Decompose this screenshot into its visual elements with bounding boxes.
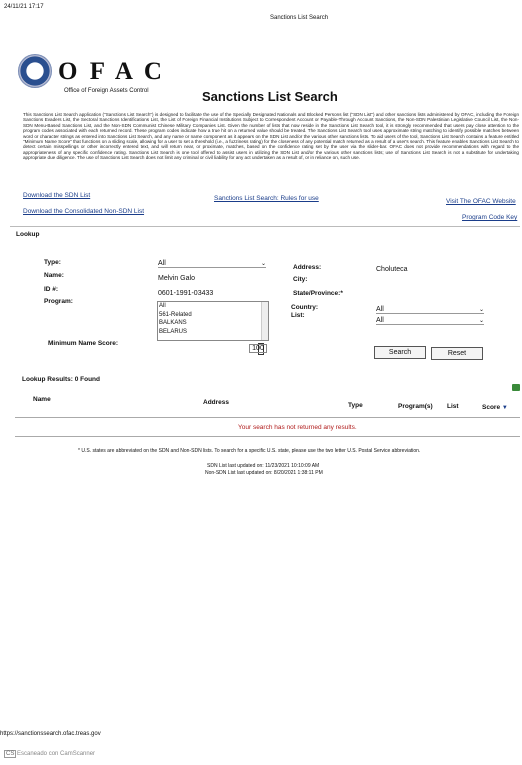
col-name[interactable]: Name <box>33 396 51 403</box>
page-url: https://sanctionssearch.ofac.treas.gov <box>0 731 101 737</box>
reset-button[interactable]: Reset <box>431 347 483 360</box>
print-page-title: Sanctions List Search <box>270 15 329 21</box>
country-label: Country: <box>291 304 319 311</box>
col-score[interactable] <box>482 404 508 411</box>
chevron-down-icon: ⌄ <box>478 307 484 313</box>
country-value: All <box>376 306 384 313</box>
col-type[interactable]: Type <box>348 402 363 409</box>
type-label: Type: <box>44 259 61 266</box>
list-label: List: <box>291 312 305 319</box>
rules-link[interactable]: Sanctions List Search: Rules for use <box>214 195 319 202</box>
program-option[interactable]: BALKANS <box>159 320 187 326</box>
col-programs[interactable]: Program(s) <box>398 403 433 410</box>
state-label: State/Province:* <box>293 290 343 297</box>
camscanner-text: Escaneado con CamScanner <box>17 751 96 757</box>
page-title: Sanctions List Search <box>202 89 338 104</box>
download-non-sdn-link[interactable]: Download the Consolidated Non-SDN List <box>23 208 145 215</box>
chevron-down-icon: ⌄ <box>260 261 266 267</box>
empty-results-message: Your search has not returned any results. <box>238 424 357 431</box>
program-option[interactable]: 561-Related <box>159 311 192 318</box>
min-score-input[interactable]: 100 <box>249 344 267 353</box>
program-listbox[interactable] <box>157 301 269 341</box>
col-address[interactable]: Address <box>203 399 230 406</box>
city-label: City: <box>293 276 308 283</box>
results-divider <box>15 417 520 418</box>
program-code-key-link[interactable]: Program Code Key <box>462 214 518 221</box>
program-scrollbar[interactable] <box>261 302 268 340</box>
address-input[interactable]: Choluteca <box>376 266 408 273</box>
search-button[interactable]: Search <box>374 346 426 359</box>
lookup-title: Lookup <box>16 231 40 238</box>
city-input[interactable] <box>376 279 484 287</box>
intro-paragraph: This Sanctions List Search application ("Sanctions List Search") is designed to facilitate the use of the Specially Designated Nationals and Blocked Persons list ("SDN List") and other sanctions lists administered by OFAC, including the Foreign Sanctions Evaders List, the Sectoral Sanctions Identifications List, the List of Foreign Financial Institutions Subject to Correspondent Account or Payable-Through Account Sanctions, the Non-SDN Palestinian Legislative Council List, the Non-SDN Menu-Based Sanctions List, and the Non-SDN Communist Chinese Military Companies List. Given the number of lists that now reside in the Sanctions List Search tool, it is strongly recommended that users pay close attention to the program codes associated with each returned record. These program codes indicate how a true hit on a returned value should be treated. The Sanctions List Search tool uses approximate string matching to identify possible matches between word or character strings as entered into Sanctions List Search, and any name or name component as it appears on the SDN List and/or the various other sanctions lists. To aid users of the tool, Sanctions List Search contains a feature entitled "Minimum Name Score" that functions on a sliding scale, allowing for a user to set a threshold (i.e., a fuzziness rating) for the closeness of any potential match returned as a result of a user's search. This feature enables Sanctions List Search to detect certain misspellings or other incorrectly entered text, and will return near, or proximate, matches, based on the confidence rating set by the user via the slider-bar. OFAC does not provide recommendations with regard to the appropriateness of any specific confidence rating. Sanctions List Search is one tool offered to assist users in utilizing the SDN List and/or the various other sanctions lists; use of Sanctions List Search is not a substitute for undertaking appropriate due diligence. The use of Sanctions List Search does not limit any criminal or civil liability for any act undertaken as a result of, or in reliance on, such use. <box>23 112 519 161</box>
list-select[interactable] <box>376 317 484 325</box>
non-sdn-update: Non-SDN List last updated on: 8/20/2021 1:38:11 PM <box>205 470 323 476</box>
download-sdn-link[interactable]: Download the SDN List <box>23 192 91 199</box>
type-value: All <box>158 260 166 267</box>
state-input[interactable] <box>376 292 484 300</box>
list-value: All <box>376 317 384 324</box>
sort-desc-icon: ▼ <box>501 405 508 411</box>
chevron-down-icon: ⌄ <box>478 318 484 324</box>
col-list[interactable]: List <box>447 403 459 410</box>
col-score-label: Score <box>482 404 501 411</box>
id-input[interactable]: 0601-1991-03433 <box>158 290 214 297</box>
results-bottom-divider <box>15 436 520 437</box>
treasury-seal-icon <box>18 54 52 88</box>
type-select[interactable] <box>158 260 266 268</box>
program-option[interactable]: BELARUS <box>159 328 188 335</box>
id-label: ID #: <box>44 286 59 293</box>
name-label: Name: <box>44 272 64 279</box>
sdn-update: SDN List last updated on: 11/23/2021 10:10:09 AM <box>207 463 320 469</box>
country-select[interactable] <box>376 306 484 314</box>
program-option[interactable]: All <box>159 303 166 309</box>
print-timestamp: 24/11/21 17:17 <box>4 4 44 10</box>
ofac-logo-text: O F A C <box>58 58 165 85</box>
min-score-label: Minimum Name Score: <box>48 340 119 347</box>
footnote: * U.S. states are abbreviated on the SDN and Non-SDN lists. To search for a specific U.S. state, please use the two letter U.S. Postal Service abbreviation. <box>78 448 421 454</box>
results-title: Lookup Results: 0 Found <box>22 376 100 383</box>
camscanner-badge: CS <box>6 751 15 757</box>
ofac-subtitle: Office of Foreign Assets Control <box>64 88 149 94</box>
address-label: Address: <box>293 264 322 271</box>
program-label: Program: <box>44 298 73 305</box>
export-excel-icon[interactable] <box>512 384 520 391</box>
name-input[interactable]: Melvin Galo <box>158 275 195 282</box>
visit-ofac-link[interactable]: Visit The OFAC Website <box>446 198 516 205</box>
